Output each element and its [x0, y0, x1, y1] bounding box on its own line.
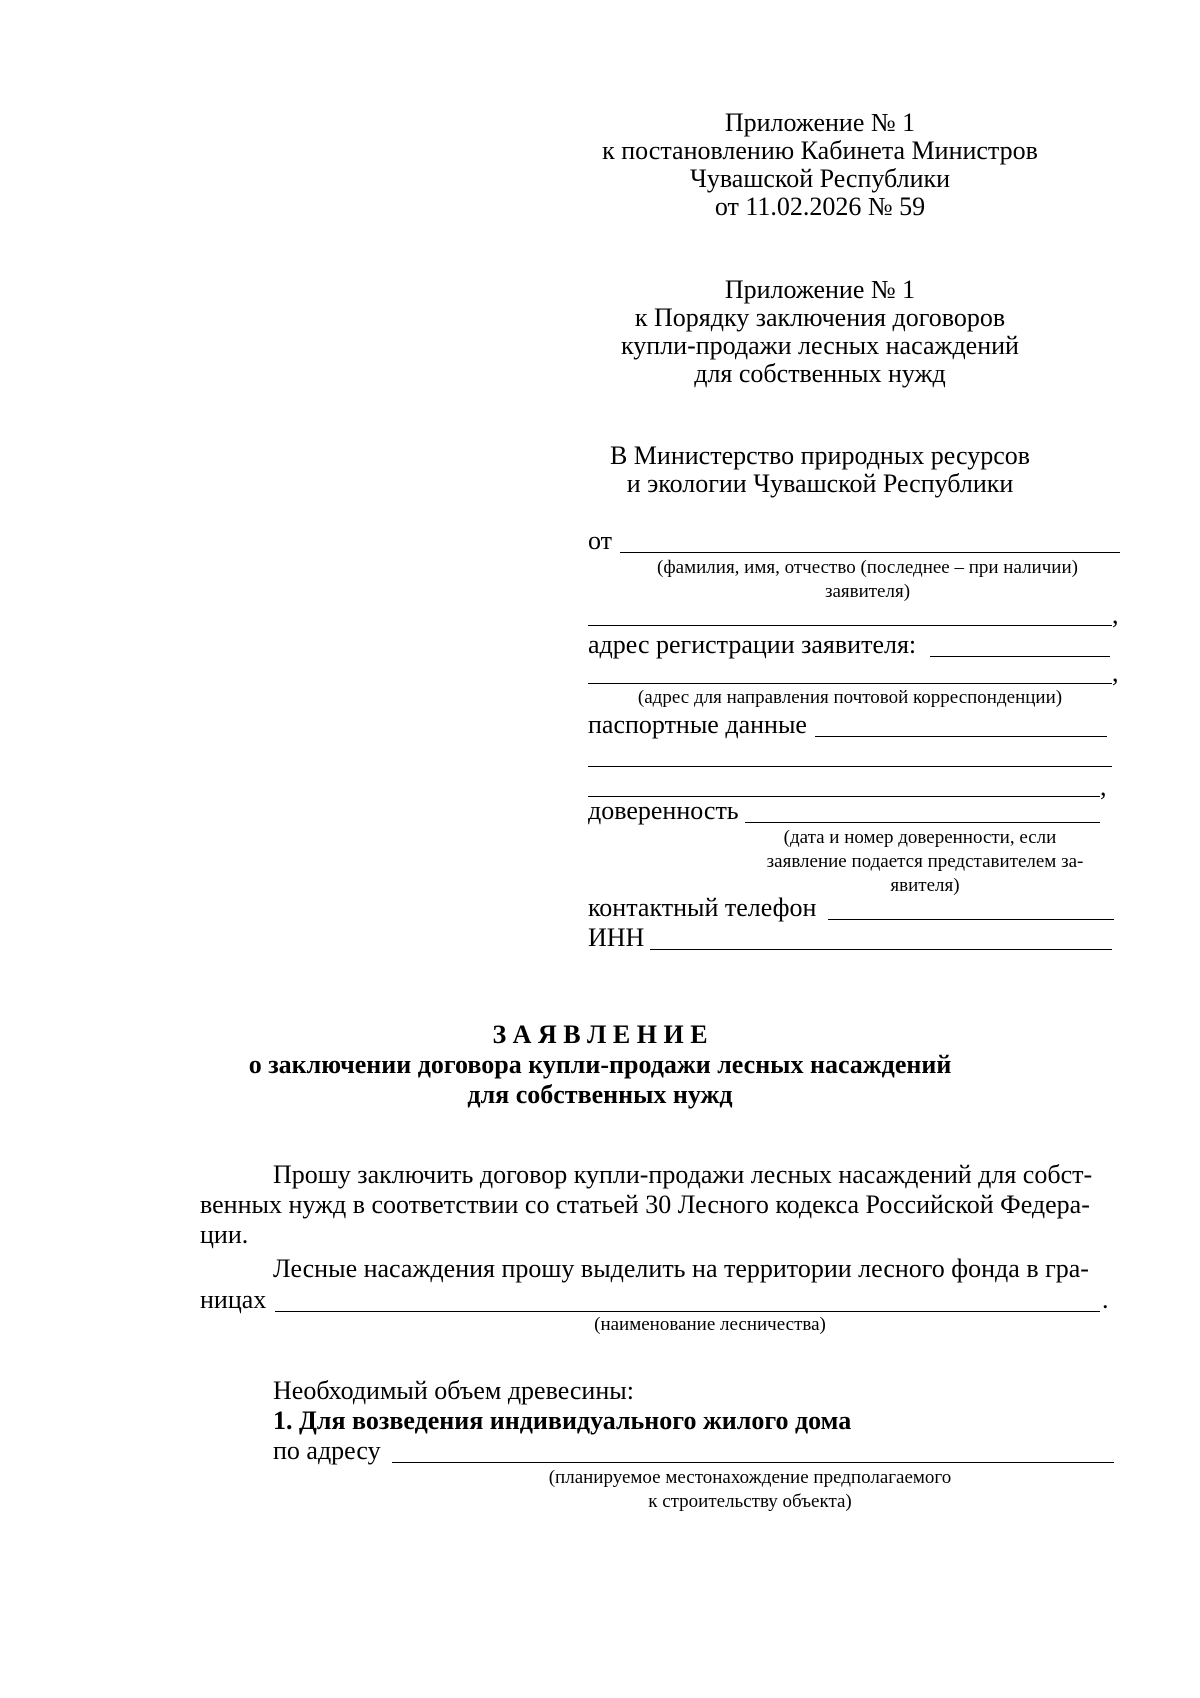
- passport-input-line[interactable]: [815, 736, 1107, 737]
- statement-heading: З А Я В Л Е Н И Е: [492, 1020, 708, 1049]
- forestry-hint: (наименование лесничества): [594, 1314, 826, 1335]
- appendix2-line3: купли-продажи лесных насаждений: [621, 331, 1019, 360]
- passport-line-2[interactable]: [588, 766, 1112, 767]
- statement-subheading-2: для собственных нужд: [467, 1080, 733, 1109]
- comma-1: ,: [1112, 600, 1119, 629]
- from-hint-line2: заявителя): [824, 581, 911, 602]
- para1-line3: ции.: [200, 1220, 249, 1249]
- proxy-hint-line3: явителя): [890, 875, 960, 896]
- addressee-line2: и экологии Чувашской Республики: [626, 469, 1014, 498]
- phone-label: контактный телефон: [588, 893, 817, 922]
- forestry-input-line[interactable]: [275, 1311, 1100, 1312]
- proxy-hint-line1: (дата и номер доверенности, если: [783, 827, 1057, 848]
- para2-line2-label: ницах: [200, 1285, 267, 1314]
- postal-hint: (адрес для направления почтовой корреспонденции): [637, 687, 1063, 708]
- appendix2-line2: к Порядку заключения договоров: [634, 303, 1006, 332]
- inn-label: ИНН: [588, 923, 645, 952]
- volume-label: Необходимый объем древесины:: [273, 1376, 634, 1405]
- para2-line1: Лесные насаждения прошу выделить на территории лесного фонда в гра-: [273, 1254, 1089, 1283]
- item1-hint-line1: (планируемое местонахождение предполагаемого: [548, 1467, 952, 1488]
- inn-input-line[interactable]: [650, 949, 1112, 950]
- passport-label: паспортные данные: [588, 710, 807, 739]
- reg-address-input-line[interactable]: [930, 656, 1110, 657]
- para1-line1: Прошу заключить договор купли-продажи лесных насаждений для собст-: [273, 1160, 1093, 1189]
- appendix1-line1: Приложение № 1: [724, 108, 916, 137]
- appendix1-line3: Чувашской Республики: [689, 164, 951, 193]
- proxy-label: доверенность: [588, 796, 739, 825]
- phone-input-line[interactable]: [828, 919, 1114, 920]
- item1-hint-line2: к строительству объекта): [648, 1491, 852, 1512]
- from-input-line[interactable]: [620, 552, 1120, 553]
- comma-2: ,: [1112, 658, 1119, 687]
- reg-address-continuation-line[interactable]: [588, 683, 1112, 684]
- appendix1-line4: от 11.02.2026 № 59: [714, 192, 926, 221]
- from-continuation-line[interactable]: [588, 625, 1112, 626]
- item1-address-label: по адресу: [273, 1436, 381, 1465]
- from-hint-line1: (фамилия, имя, отчество (последнее – при наличии): [657, 557, 1078, 578]
- item1-address-input-line[interactable]: [392, 1462, 1114, 1463]
- proxy-hint-line2: заявление подается представителем за-: [766, 851, 1084, 872]
- appendix2-line1: Приложение № 1: [724, 275, 916, 304]
- appendix1-line2: к постановлению Кабинета Министров: [602, 136, 1038, 165]
- reg-address-label: адрес регистрации заявителя:: [588, 630, 917, 659]
- proxy-input-line[interactable]: [745, 822, 1100, 823]
- comma-3: ,: [1100, 772, 1107, 801]
- para1-line2: венных нужд в соответствии со статьей 30 Лесного кодекса Российской Федера-: [200, 1190, 1090, 1219]
- addressee-line1: В Министерство природных ресурсов: [609, 441, 1031, 470]
- from-label: от: [588, 526, 613, 555]
- item1-title: 1. Для возведения индивидуального жилого дома: [273, 1406, 852, 1435]
- appendix2-line4: для собственных нужд: [694, 359, 946, 388]
- para2-period: .: [1102, 1285, 1109, 1314]
- statement-subheading-1: о заключении договора купли-продажи лесных насаждений: [248, 1050, 952, 1079]
